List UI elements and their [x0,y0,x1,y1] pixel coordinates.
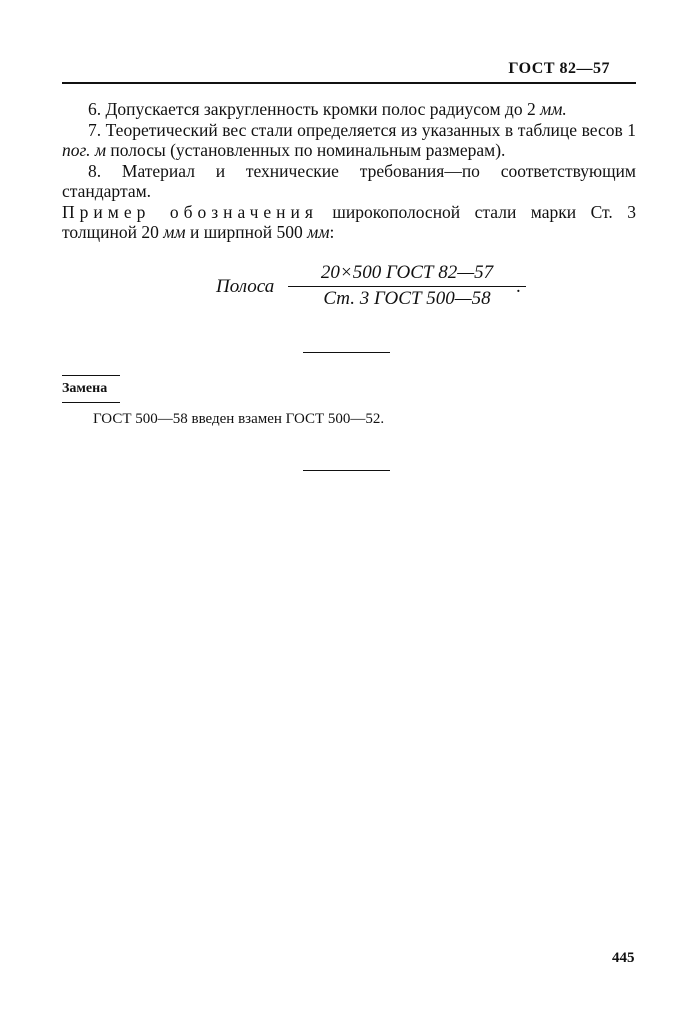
clause-6-text: 6. Допускается закругленность кромки полос радиусом до 2 [88,99,541,119]
example-label: Пример обозначения [62,201,318,222]
replacement-heading-rule-bottom [62,402,120,403]
clause-7-unit: пог. м [62,140,107,160]
header-rule [62,82,636,84]
formula-fraction [288,262,526,310]
clause-6 [62,99,636,120]
example-unit-a: мм [163,222,186,242]
formula-word: Полоса [216,276,275,297]
clause-7-text-a: 7. Теоретический вес стали определяется из указанных в таблице весов 1 [88,119,636,140]
clause-6-unit: мм. [540,99,567,119]
section-divider [303,352,390,353]
formula-denominator: Ст. 3 ГОСТ 500—58 [323,288,491,309]
replacement-text: ГОСТ 500—58 введен взамен ГОСТ 500—52. [93,411,385,427]
fraction-line [288,286,526,287]
example-unit-b: мм [307,222,330,242]
clause-8 [62,161,636,202]
clause-7-text-b: полосы (установленных по номинальным размерам). [106,140,506,160]
example-paragraph [62,202,636,243]
main-text [62,99,636,243]
formula-numerator: 20×500 ГОСТ 82—57 [320,262,494,283]
example-text-a: широкополосной стали марки Ст. 3 толщиной 20 [62,201,636,242]
document-code: ГОСТ 82—57 [508,60,610,77]
replacement-heading: Замена [62,381,108,396]
replacement-heading-rule-top [62,375,120,376]
example-colon: : [329,222,335,242]
page-number: 445 [612,950,635,966]
end-divider [303,470,390,471]
clause-7 [62,120,636,161]
clause-8-text: 8. Материал и технические требования—по соответствующим стандартам. [62,160,636,201]
example-text-b: и ширпной 500 [185,222,308,242]
formula-end-mark: . [516,276,521,297]
